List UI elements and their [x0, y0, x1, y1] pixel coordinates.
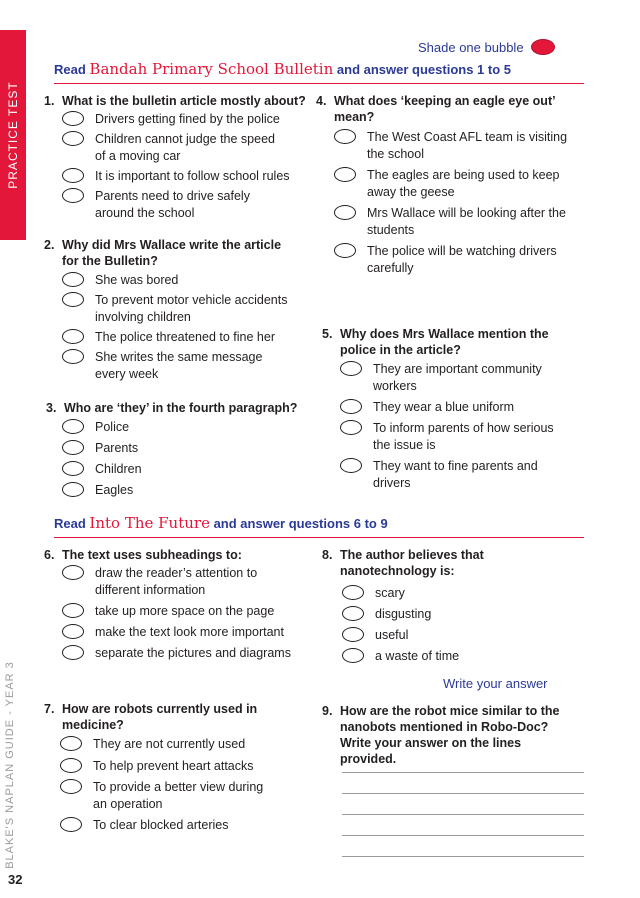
- q7-number: 7.: [44, 702, 55, 716]
- question-4: [316, 93, 586, 277]
- guide-title-vertical: BLAKE'S NAPLAN GUIDE - YEAR 3: [4, 661, 16, 869]
- q2-number: 2.: [44, 238, 55, 252]
- question-8: [322, 547, 592, 665]
- answer-bubble[interactable]: [340, 458, 362, 473]
- answer-bubble[interactable]: [62, 482, 84, 497]
- q6-number: 6.: [44, 548, 55, 562]
- answer-bubble[interactable]: [62, 111, 84, 126]
- q9-text: How are the robot mice similar to the nanobots mentioned in Robo-Doc? Write your answer on the lines provided.: [340, 704, 560, 766]
- q5-number: 5.: [322, 327, 333, 341]
- q9-number: 9.: [322, 704, 333, 718]
- q3-option-a[interactable]: Police: [62, 419, 316, 436]
- answer-bubble[interactable]: [60, 736, 82, 751]
- q7-option-b[interactable]: To help prevent heart attacks: [60, 758, 314, 775]
- q4-option-a[interactable]: The West Coast AFL team is visiting the school: [334, 129, 574, 163]
- question-9: [322, 703, 588, 767]
- answer-bubble[interactable]: [334, 129, 356, 144]
- q6-option-d[interactable]: separate the pictures and diagrams: [62, 645, 314, 662]
- shaded-bubble-icon: [531, 39, 555, 55]
- q1-option-c[interactable]: It is important to follow school rules: [62, 168, 314, 185]
- answer-bubble[interactable]: [62, 440, 84, 455]
- answer-bubble[interactable]: [62, 603, 84, 618]
- answer-bubble[interactable]: [342, 648, 364, 663]
- question-2: [44, 237, 314, 383]
- q3-text: Who are ‘they’ in the fourth paragraph?: [64, 401, 298, 415]
- answer-bubble[interactable]: [62, 349, 84, 364]
- section2-instruction: and answer questions 6 to 9: [213, 516, 388, 531]
- answer-line-1[interactable]: [342, 772, 584, 773]
- q8-option-d[interactable]: a waste of time: [342, 648, 592, 665]
- q5-option-d[interactable]: They want to fine parents and drivers: [340, 458, 570, 492]
- answer-bubble[interactable]: [334, 205, 356, 220]
- q3-option-b[interactable]: Parents: [62, 440, 316, 457]
- q3-option-c[interactable]: Children: [62, 461, 316, 478]
- answer-bubble[interactable]: [60, 758, 82, 773]
- q2-option-b[interactable]: To prevent motor vehicle accidents involving children: [62, 292, 302, 326]
- answer-line-4[interactable]: [342, 835, 584, 836]
- q5-option-b[interactable]: They wear a blue uniform: [340, 399, 592, 416]
- q2-option-a[interactable]: She was bored: [62, 272, 314, 289]
- q5-text: Why does Mrs Wallace mention the police in the article?: [340, 327, 549, 357]
- q4-text: What does ‘keeping an eagle eye out’ mean?: [334, 94, 555, 124]
- question-7: [44, 701, 314, 834]
- q1-option-d[interactable]: Parents need to drive safely around the school: [62, 188, 282, 222]
- q6-option-c[interactable]: make the text look more important: [62, 624, 314, 641]
- practice-test-tab: [0, 30, 26, 240]
- answer-bubble[interactable]: [334, 167, 356, 182]
- answer-bubble[interactable]: [60, 779, 82, 794]
- section1-title: Bandah Primary School Bulletin: [89, 60, 334, 78]
- section2-heading: [54, 514, 388, 532]
- q8-option-b[interactable]: disgusting: [342, 606, 592, 623]
- q4-number: 4.: [316, 94, 327, 108]
- q8-number: 8.: [322, 548, 333, 562]
- answer-bubble[interactable]: [62, 565, 84, 580]
- section1-instruction: and answer questions 1 to 5: [336, 62, 512, 77]
- shade-instruction: Shade one bubble: [418, 40, 524, 55]
- answer-bubble[interactable]: [340, 399, 362, 414]
- write-instruction: Write your answer: [443, 676, 548, 691]
- section2-read: Read: [54, 516, 86, 531]
- q1-text: What is the bulletin article mostly about?: [62, 94, 306, 108]
- question-6: [44, 547, 314, 662]
- answer-bubble[interactable]: [62, 419, 84, 434]
- answer-bubble[interactable]: [340, 361, 362, 376]
- q1-number: 1.: [44, 94, 55, 108]
- question-1: [44, 93, 314, 222]
- answer-bubble[interactable]: [62, 272, 84, 287]
- page-number: 32: [8, 872, 23, 887]
- answer-bubble[interactable]: [62, 131, 84, 146]
- question-3: [46, 400, 316, 499]
- q3-option-d[interactable]: Eagles: [62, 482, 316, 499]
- section1-read: Read: [54, 62, 86, 77]
- answer-line-2[interactable]: [342, 793, 584, 794]
- q7-option-c[interactable]: To provide a better view during an operation: [60, 779, 280, 813]
- practice-test-label: PRACTICE TEST: [6, 81, 20, 189]
- q5-option-c[interactable]: To inform parents of how serious the issue is: [340, 420, 570, 454]
- q2-option-d[interactable]: She writes the same message every week: [62, 349, 272, 383]
- q6-option-a[interactable]: draw the reader’s attention to different information: [62, 565, 282, 599]
- q1-option-b[interactable]: Children cannot judge the speed of a moving car: [62, 131, 282, 165]
- q8-option-c[interactable]: useful: [342, 627, 592, 644]
- q4-option-c[interactable]: Mrs Wallace will be looking after the students: [334, 205, 574, 239]
- answer-bubble[interactable]: [62, 645, 84, 660]
- section1-heading: [54, 60, 511, 78]
- section1-divider: [54, 83, 584, 84]
- answer-bubble[interactable]: [342, 627, 364, 642]
- q4-option-d[interactable]: The police will be watching drivers carefully: [334, 243, 574, 277]
- q6-option-b[interactable]: take up more space on the page: [62, 603, 314, 620]
- answer-bubble[interactable]: [342, 585, 364, 600]
- answer-bubble[interactable]: [340, 420, 362, 435]
- q8-option-a[interactable]: scary: [342, 585, 592, 602]
- q2-text: Why did Mrs Wallace write the article for the Bulletin?: [62, 238, 282, 268]
- q8-text: The author believes that nanotechnology is:: [340, 548, 484, 578]
- q5-option-a[interactable]: They are important community workers: [340, 361, 570, 395]
- answer-bubble[interactable]: [342, 606, 364, 621]
- q7-text: How are robots currently used in medicine?: [62, 702, 258, 732]
- q4-option-b[interactable]: The eagles are being used to keep away the geese: [334, 167, 574, 201]
- answer-bubble[interactable]: [60, 817, 82, 832]
- answer-bubble[interactable]: [62, 292, 84, 307]
- section2-divider: [54, 537, 584, 538]
- q6-text: The text uses subheadings to:: [62, 548, 242, 562]
- answer-bubble[interactable]: [62, 168, 84, 183]
- q7-option-a[interactable]: They are not currently used: [60, 736, 314, 753]
- answer-line-5[interactable]: [342, 856, 584, 857]
- answer-bubble[interactable]: [62, 329, 84, 344]
- answer-bubble[interactable]: [62, 461, 84, 476]
- answer-bubble[interactable]: [334, 243, 356, 258]
- q7-option-d[interactable]: To clear blocked arteries: [60, 817, 314, 834]
- q3-number: 3.: [46, 401, 57, 415]
- answer-line-3[interactable]: [342, 814, 584, 815]
- question-5: [322, 326, 592, 492]
- q1-option-a[interactable]: Drivers getting fined by the police: [62, 111, 314, 128]
- answer-bubble[interactable]: [62, 624, 84, 639]
- section2-title: Into The Future: [89, 514, 210, 532]
- q2-option-c[interactable]: The police threatened to fine her: [62, 329, 314, 346]
- answer-bubble[interactable]: [62, 188, 84, 203]
